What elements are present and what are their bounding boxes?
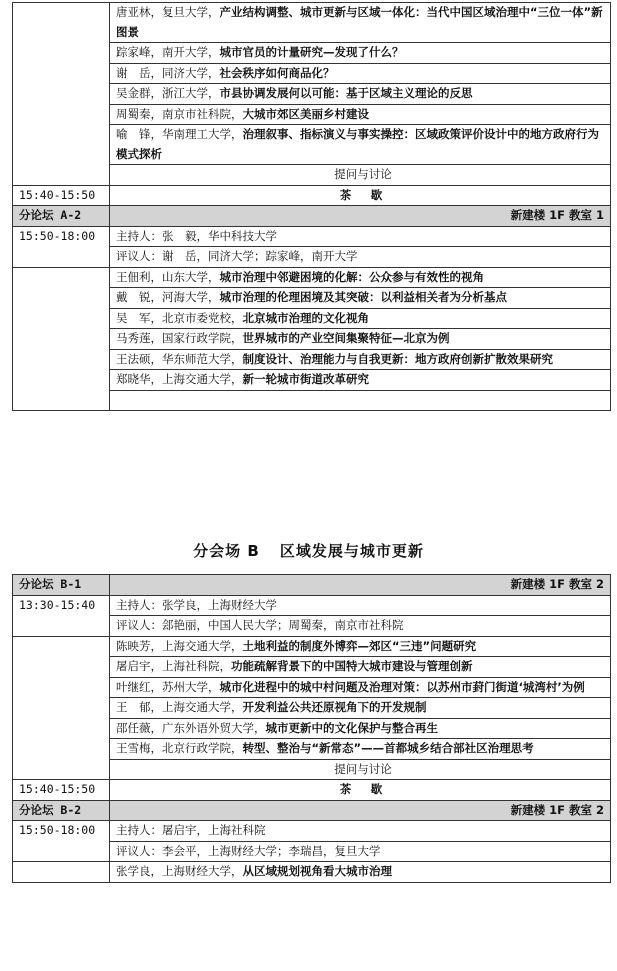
reviewer-line: 评议人：谢 岳，同济大学；踪家峰，南开大学 bbox=[110, 247, 611, 268]
paper-title: 城市更新中的文化保护与整合再生 bbox=[265, 720, 438, 735]
discussion-label: 提问与讨论 bbox=[110, 759, 611, 780]
break-label: 茶 歇 bbox=[110, 780, 611, 801]
forum-name: 分论坛 A-2 bbox=[13, 206, 110, 227]
venue-heading bbox=[0, 540, 617, 561]
forum-name: 分论坛 B-2 bbox=[13, 800, 110, 821]
forum-room: 新建楼 1F 教室 2 bbox=[110, 800, 611, 821]
paper-entry: 陈映芳，上海交通大学，土地利益的制度外博弈—郊区“三违”问题研究 bbox=[110, 636, 611, 657]
paper-title: 新一轮城市街道改革研究 bbox=[242, 372, 369, 386]
paper-entry: 王 郁，上海交通大学，开发利益公共还原视角下的开发规制 bbox=[110, 698, 611, 719]
table-row bbox=[13, 3, 611, 43]
paper-title: 从区域规划视角看大城市治理 bbox=[242, 864, 392, 878]
paper-entry: 踪家峰，南开大学，城市官员的计量研究—发现了什么？ bbox=[110, 43, 611, 64]
schedule-table-a bbox=[12, 2, 611, 411]
host-line: 主持人：张学良，上海财经大学 bbox=[110, 595, 611, 616]
paper-title: 土地利益的制度外博弈—郊区“三违”问题研究 bbox=[242, 638, 477, 653]
paper-title: 城市官员的计量研究—发现了什么？ bbox=[219, 45, 404, 59]
time-cell-empty bbox=[13, 636, 110, 780]
paper-title: 转型、整治与“新常态”——首都城乡结合部社区治理思考 bbox=[242, 741, 534, 755]
paper-entry: 马秀莲，国家行政学院，世界城市的产业空间集聚特征—北京为例 bbox=[110, 329, 611, 350]
paper-entry: 叶继红，苏州大学，城市化进程中的城中村问题及治理对策：以苏州市葑门街道‘城湾村’为例 bbox=[110, 677, 611, 698]
session-time: 15:50-18:00 bbox=[13, 226, 110, 267]
paper-entry: 邵任薇，广东外语外贸大学，城市更新中的文化保护与整合再生 bbox=[110, 718, 611, 739]
paper-title: 城市治理中邻避困境的化解：公众参与有效性的视角 bbox=[219, 269, 484, 284]
table-row bbox=[13, 636, 611, 657]
session-time: 13:30-15:40 bbox=[13, 595, 110, 636]
paper-entry: 王法硕，华东师范大学，制度设计、治理能力与自我更新：地方政府创新扩散效果研究 bbox=[110, 349, 611, 370]
host-line: 主持人：张 毅，华中科技大学 bbox=[110, 226, 611, 247]
session-time: 15:50-18:00 bbox=[13, 821, 110, 862]
forum-room: 新建楼 1F 教室 2 bbox=[110, 575, 611, 596]
paper-entry: 喻 锋，华南理工大学，治理叙事、指标演义与事实操控：区域政策评价设计中的地方政府行为模式探析 bbox=[110, 125, 611, 165]
venue-topic: 区域发展与城市更新 bbox=[279, 542, 424, 560]
time-cell-empty bbox=[13, 3, 110, 186]
break-row bbox=[13, 780, 611, 801]
paper-entry: 郑晓华，上海交通大学，新一轮城市街道改革研究 bbox=[110, 370, 611, 391]
host-line: 主持人：屠启宇，上海社科院 bbox=[110, 821, 611, 842]
venue-name: 分会场 B bbox=[193, 542, 260, 560]
forum-name: 分论坛 B-1 bbox=[13, 575, 110, 596]
reviewer-line: 评议人：李会平，上海财经大学；李瑞昌，复旦大学 bbox=[110, 841, 611, 862]
break-label: 茶 歇 bbox=[110, 185, 611, 206]
paper-title: 北京城市治理的文化视角 bbox=[242, 310, 369, 325]
paper-entry: 谢 岳，同济大学，社会秩序如何商品化？ bbox=[110, 63, 611, 84]
schedule-table-b bbox=[12, 574, 611, 883]
forum-header-b2 bbox=[13, 800, 611, 821]
paper-entry: 吴金群，浙江大学，市县协调发展何以可能：基于区域主义理论的反思 bbox=[110, 84, 611, 105]
paper-title: 治理叙事、指标演义与事实操控：区域政策评价设计中的地方政府行为模式探析 bbox=[116, 127, 599, 161]
paper-title: 开发利益公共还原视角下的开发规制 bbox=[242, 700, 427, 714]
table-row bbox=[13, 821, 611, 842]
paper-title: 市县协调发展何以可能：基于区域主义理论的反思 bbox=[219, 86, 473, 100]
paper-title: 世界城市的产业空间集聚特征—北京为例 bbox=[242, 331, 450, 345]
table-row bbox=[13, 862, 611, 883]
table-row bbox=[13, 267, 611, 288]
paper-entry: 张学良，上海财经大学，从区域规划视角看大城市治理 bbox=[110, 862, 611, 883]
empty-cell bbox=[110, 390, 611, 410]
paper-entry: 唐亚林，复旦大学，产业结构调整、城市更新与区域一体化：当代中国区域治理中“三位一体”新图景 bbox=[110, 3, 611, 43]
paper-title: 城市化进程中的城中村问题及治理对策：以苏州市葑门街道‘城湾村’为例 bbox=[219, 679, 585, 694]
paper-entry: 吴 军，北京市委党校，北京城市治理的文化视角 bbox=[110, 308, 611, 329]
table-row bbox=[13, 226, 611, 247]
time-cell-empty bbox=[13, 862, 110, 883]
paper-title: 城市治理的伦理困境及其突破：以利益相关者为分析基点 bbox=[219, 290, 507, 304]
break-row bbox=[13, 185, 611, 206]
paper-entry: 王雪梅，北京行政学院，转型、整治与“新常态”——首都城乡结合部社区治理思考 bbox=[110, 739, 611, 760]
paper-entry: 屠启宇，上海社科院，功能疏解背景下的中国特大城市建设与管理创新 bbox=[110, 657, 611, 678]
paper-title: 社会秩序如何商品化？ bbox=[219, 65, 335, 80]
paper-title: 产业结构调整、城市更新与区域一体化：当代中国区域治理中“三位一体”新图景 bbox=[116, 5, 603, 39]
break-time: 15:40-15:50 bbox=[13, 185, 110, 206]
forum-header-a2 bbox=[13, 206, 611, 227]
table-row bbox=[13, 595, 611, 616]
forum-room: 新建楼 1F 教室 1 bbox=[110, 206, 611, 227]
paper-entry: 周蜀秦，南京市社科院，大城市郊区美丽乡村建设 bbox=[110, 104, 611, 125]
paper-entry: 王佃利，山东大学，城市治理中邻避困境的化解：公众参与有效性的视角 bbox=[110, 267, 611, 288]
time-cell-empty bbox=[13, 267, 110, 410]
reviewer-line: 评议人：郐艳丽，中国人民大学；周蜀秦，南京市社科院 bbox=[110, 616, 611, 637]
paper-title: 制度设计、治理能力与自我更新：地方政府创新扩散效果研究 bbox=[242, 351, 553, 366]
forum-header-b1 bbox=[13, 575, 611, 596]
paper-title: 功能疏解背景下的中国特大城市建设与管理创新 bbox=[231, 659, 473, 673]
paper-title: 大城市郊区美丽乡村建设 bbox=[242, 106, 369, 121]
paper-entry: 戴 锐，河海大学，城市治理的伦理困境及其突破：以利益相关者为分析基点 bbox=[110, 288, 611, 309]
break-time: 15:40-15:50 bbox=[13, 780, 110, 801]
discussion-label: 提问与讨论 bbox=[110, 165, 611, 186]
